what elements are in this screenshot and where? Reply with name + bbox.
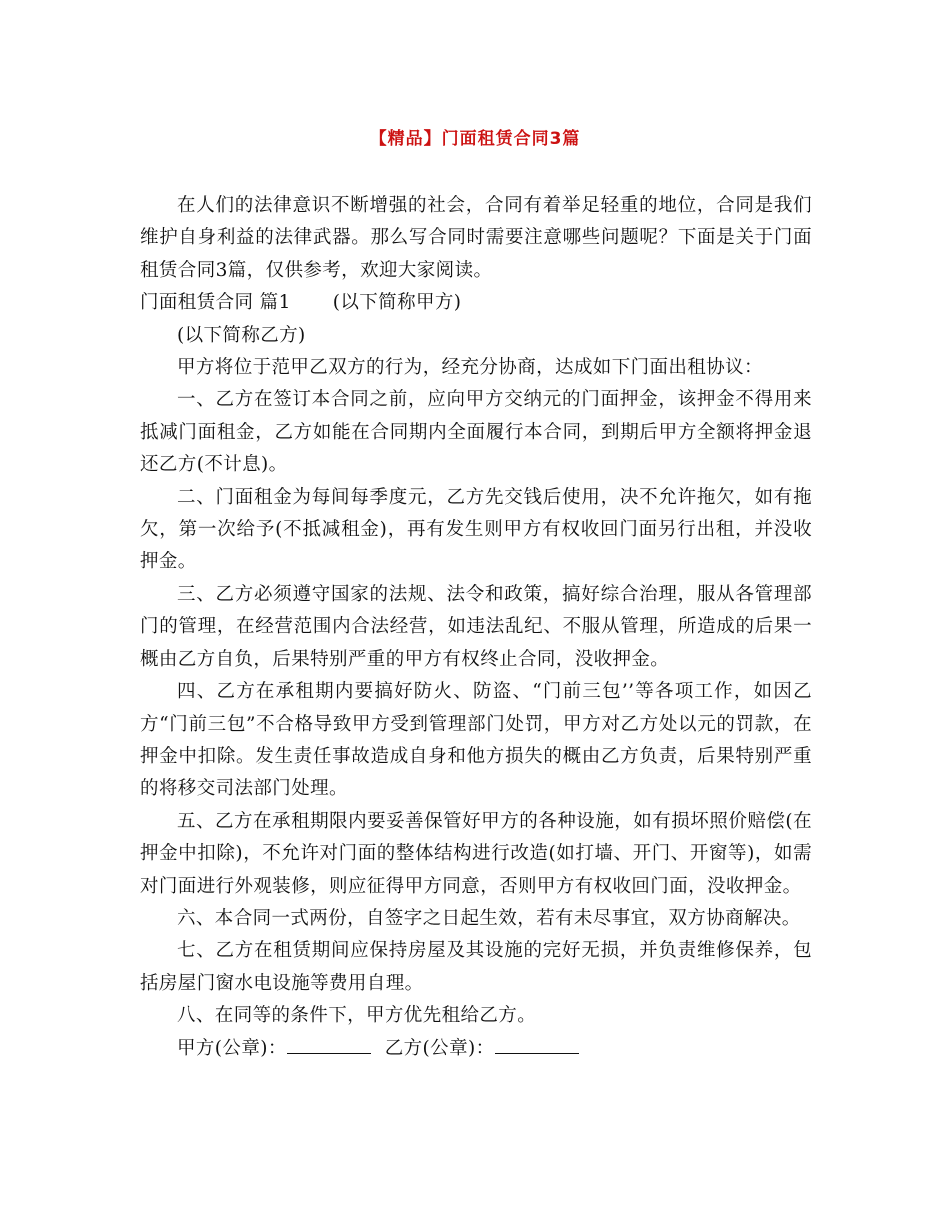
party-b-label: (以下简称乙方) [177, 324, 306, 346]
clause-7: 七、乙方在租赁期间应保持房屋及其设施的完好无损，并负责维修保养，包括房屋门窗水电设施等费用自理。 [140, 940, 812, 994]
document-body [140, 190, 812, 1065]
clause-8: 八、在同等的条件下，甲方优先租给乙方。 [177, 1005, 537, 1027]
party-a-label: (以下简称甲方) [332, 292, 462, 314]
document-title: 【精品】门面租赁合同3篇 [369, 129, 581, 149]
intro-paragraph: 在人们的法律意识不断增强的社会，合同有着举足轻重的地位，合同是我们维护自身利益的法律武器。那么写合同时需要注意哪些问题呢？下面是关于门面租赁合同3篇，仅供参考，欢迎大家阅读。 [140, 195, 812, 281]
section-heading-line [140, 287, 812, 319]
clause-5: 五、乙方在承租期限内要妥善保管好甲方的各种设施，如有损坏照价赔偿(在押金中扣除)，不允许对门面的整体结构进行改造(如打墙、开门、开窗等)，如需对门面进行外观装修，则应征得甲方同意，否则甲方有权收回门面，没收押金。 [140, 810, 812, 897]
preamble-paragraph: 甲方将位于范甲乙双方的行为，经充分协商，达成如下门面出租协议： [177, 357, 763, 379]
clause-6: 六、本合同一式两份，自签字之日起生效，若有未尽事宜，双方协商解决。 [177, 907, 801, 929]
signature-b-blank [495, 1035, 579, 1054]
signature-a-blank [287, 1035, 371, 1054]
clause-2: 二、门面租金为每间每季度元，乙方先交钱后使用，决不允许拖欠，如有拖欠，第一次给予(不抵减租金)，再有发生则甲方有权收回门面另行出租，并没收押金。 [140, 486, 812, 573]
signature-a-label: 甲方(公章)： [177, 1037, 287, 1059]
signature-line [140, 1033, 812, 1065]
clause-4: 四、乙方在承租期内要搞好防火、防盗、“门前三包’’等各项工作，如因乙方“门前三包”不合格导致甲方受到管理部门处罚，甲方对乙方处以元的罚款，在押金中扣除。发生责任事故造成自身和他方损失的概由乙方负责，后果特别严重的将移交司法部门处理。 [140, 681, 812, 800]
section-heading: 门面租赁合同 篇1 [140, 292, 291, 314]
clause-3: 三、乙方必须遵守国家的法规、法令和政策，搞好综合治理，服从各管理部门的管理，在经营范围内合法经营，如违法乱纪、不服从管理，所造成的后果一概由乙方自负，后果特别严重的甲方有权终止合同，没收押金。 [140, 583, 812, 670]
signature-b-label: 乙方(公章)： [384, 1037, 495, 1059]
clause-1: 一、乙方在签订本合同之前，应向甲方交纳元的门面押金，该押金不得用来抵减门面租金，乙方如能在合同期内全面履行本合同，到期后甲方全额将押金退还乙方(不计息)。 [140, 389, 812, 476]
